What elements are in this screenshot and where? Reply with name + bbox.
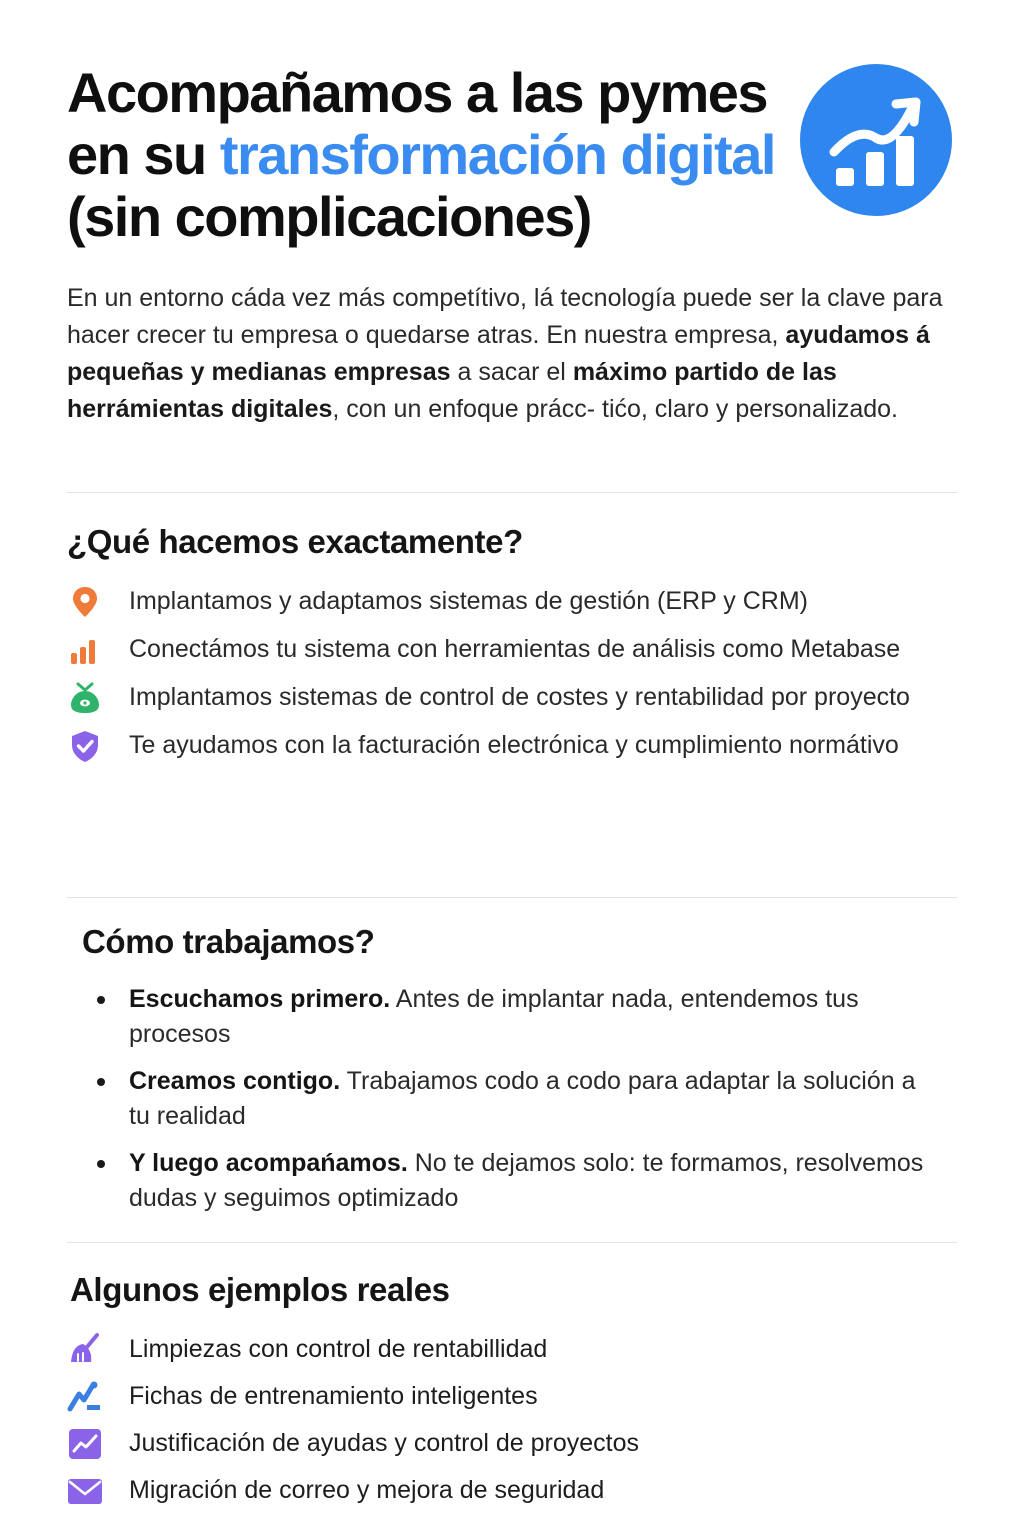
method-text: Trabajamos codo a codo para adaptar la solución a tu realidad [129,1067,916,1130]
intro-paragraph [67,280,947,428]
example-text: Justificación de ayudas y control de proyectos [129,1429,639,1457]
service-item [67,632,947,667]
title-accent: transformación digital [219,123,775,186]
title-line-1: Acompañamos a las pymes [67,61,768,124]
intro-text-1: En un entorno cáda vez más competítivo, lá tecnología puede ser la clave para hacer crecer tu empresa o quedarse atras. En nuestra empresa, [67,284,943,349]
money-bag-icon [67,680,103,716]
divider [67,492,957,493]
method-lead: Escuchamos primero. [129,985,391,1013]
service-text: Te ayudamos con la facturación electrónica y cumplimiento normátivo [129,731,899,759]
bullet-dot [97,996,105,1004]
example-text: Migración de correo y mejora de seguridad [129,1476,605,1504]
service-text: Conectámos tu sistema con herramientas de análisis como Metabase [129,635,901,663]
title-line-3: (sin complicaciones) [67,185,591,248]
intro-text-3: , con un enfoque prácc- tićo, claro y personalizado. [332,395,898,423]
page-title [67,62,787,248]
method-item [95,1064,935,1134]
dumbbell-icon [67,1379,103,1415]
method-lead: Creamos contigo. [129,1067,341,1095]
intro-bold-1: ayudamos á pequeñas y medianas empresas [67,321,930,386]
example-item [67,1379,947,1414]
location-pin-icon [67,584,103,620]
bullet-dot [97,1160,105,1168]
broom-icon [67,1332,103,1368]
method-item [95,982,935,1052]
trend-chart-icon [67,1426,103,1462]
shield-check-icon [67,728,103,764]
method-title: Cómo trabajamos? [82,923,375,960]
method-text: Antes de implantar nada, entendemos tus procesos [129,985,859,1048]
intro-bold-2: máximo partido de las herrámientas digitales [67,358,837,423]
divider [67,897,957,898]
growth-chart-icon [800,64,952,216]
bullet-dot [97,1078,105,1086]
title-line-2-prefix: en su [67,123,220,186]
bar-chart-icon [67,632,103,668]
method-list [95,982,935,1216]
example-item [67,1473,947,1508]
service-item [67,728,947,763]
divider [67,1242,957,1243]
example-item [67,1426,947,1461]
service-text: Implantamos sistemas de control de costes y rentabilidad por proyecto [129,683,910,711]
method-text: No te dejamos solo: te formamos, resolvemos dudas y seguimos optimizado [129,1149,924,1212]
examples-list [67,1332,947,1508]
services-title: ¿Qué hacemos exactamente? [67,523,523,560]
service-item [67,680,947,715]
envelope-icon [67,1473,103,1509]
example-item [67,1332,947,1367]
service-item [67,584,947,619]
examples-title: Algunos ejemplos reales [70,1271,450,1308]
hero-section [67,62,787,248]
method-lead: Y luego acompańamos. [129,1149,408,1177]
intro-text-2: a sacar el [450,358,573,386]
example-text: Limpiezas con control de rentabillidad [129,1335,548,1363]
service-text: Implantamos y adaptamos sistemas de gestión (ERP y CRM) [129,587,808,615]
services-list [67,584,947,763]
method-item [95,1146,935,1216]
example-text: Fichas de entrenamiento inteligentes [129,1382,538,1410]
